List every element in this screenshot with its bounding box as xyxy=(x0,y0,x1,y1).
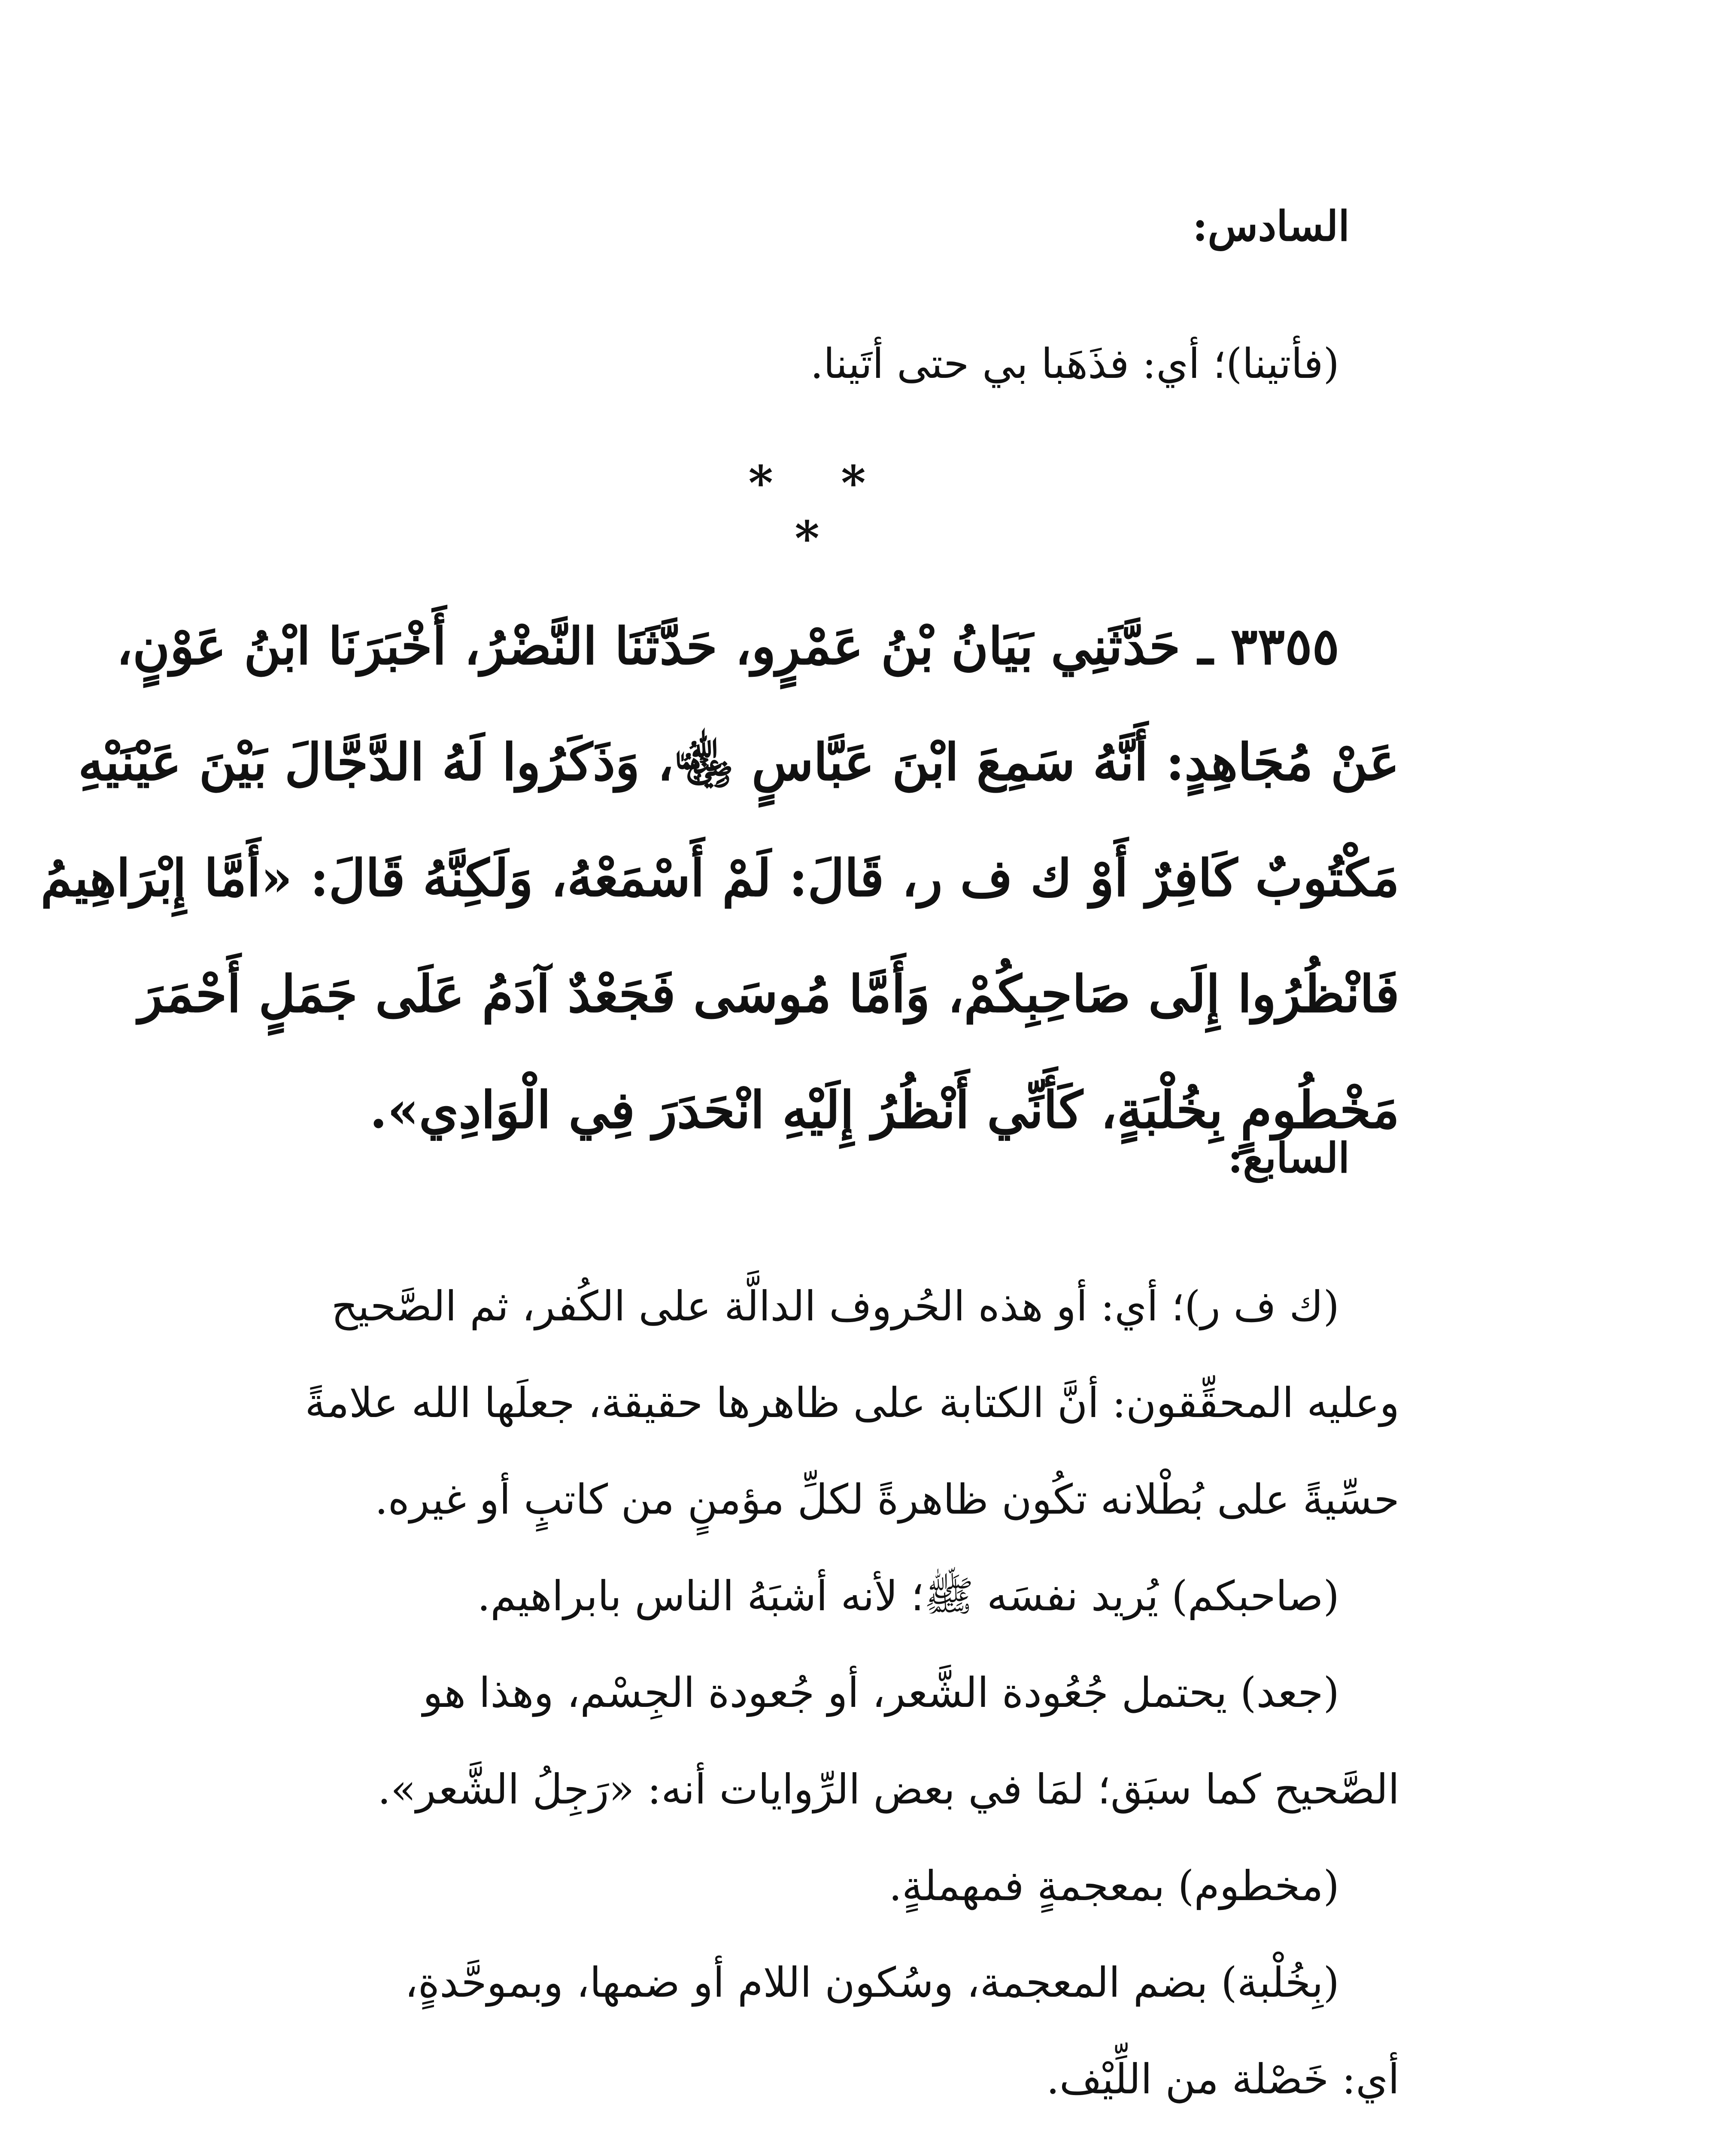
hadith-line: مَكْتُوبٌ كَافِرٌ أَوْ ك ف ر، قَالَ: لَمْ أَسْمَعْهُ، وَلَكِنَّهُ قَالَ: «أَمَّا إِبْرَاهِيمُ xyxy=(40,848,1399,908)
commentary-line: الصَّحيح كما سبَق؛ لمَا في بعض الرِّوايات أنه: «رَجِلُ الشَّعر». xyxy=(377,1765,1399,1813)
hadith-line: عَنْ مُجَاهِدٍ: أَنَّهُ سَمِعَ ابْنَ عَبَّاسٍ ﵄، وَذَكَرُوا لَهُ الدَّجَّالَ بَيْنَ عَيْنَيْهِ xyxy=(78,732,1399,792)
commentary-line: (ك ف ر)؛ أي: أو هذه الحُروف الدالَّة على الكُفر، ثم الصَّحيح xyxy=(331,1282,1339,1330)
commentary-line: حسِّيةً على بُطْلانه تكُون ظاهرةً لكلِّ مؤمنٍ من كاتبٍ أو غيره. xyxy=(375,1475,1399,1524)
commentary-line: (جعد) يحتمل جُعُودة الشَّعر، أو جُعودة الجِسْم، وهذا هو xyxy=(422,1669,1339,1717)
sixth-commentary xyxy=(206,316,1399,412)
hadith-line: ٣٣٥٥ ـ حَدَّثَنِي بَيَانُ بْنُ عَمْرٍو، حَدَّثَنَا النَّضْرُ، أَخْبَرَنَا ابْنُ عَوْنٍ، xyxy=(116,616,1339,676)
section-heading-seventh: السابع: xyxy=(1227,1134,1350,1182)
hadith-text xyxy=(40,588,1399,1168)
section-separator: * * * xyxy=(748,455,892,566)
commentary-line: (فأتينا)؛ أي: فذَهَبا بي حتى أتَينا. xyxy=(810,340,1339,388)
seventh-commentary xyxy=(206,1258,1399,2128)
commentary-line: (مخطوم) بمعجمةٍ فمهملةٍ. xyxy=(889,1862,1339,1910)
commentary-line: (بِخُلْبة) بضم المعجمة، وسُكون اللام أو ضمها، وبموحَّدةٍ، xyxy=(404,1958,1339,2007)
commentary-line: أي: خَصْلة من اللِّيْف. xyxy=(1046,2055,1399,2103)
hadith-line: فَانْظُرُوا إِلَى صَاحِبِكُمْ، وَأَمَّا مُوسَى فَجَعْدٌ آدَمُ عَلَى جَمَلٍ أَحْمَرَ xyxy=(138,964,1399,1024)
commentary-line: وعليه المحقِّقون: أنَّ الكتابة على ظاهرها حقيقة، جعلَها الله علامةً xyxy=(305,1379,1399,1427)
hadith-line: مَخْطُومٍ بِخُلْبَةٍ، كَأَنِّي أَنْظُرُ إِلَيْهِ انْحَدَرَ فِي الْوَادِي». xyxy=(370,1080,1399,1140)
section-heading-sixth: السادس: xyxy=(1192,202,1350,250)
commentary-line: (صاحبكم) يُريد نفسَه ﷺ؛ لأنه أشبَهُ الناس بابراهيم. xyxy=(477,1572,1339,1620)
